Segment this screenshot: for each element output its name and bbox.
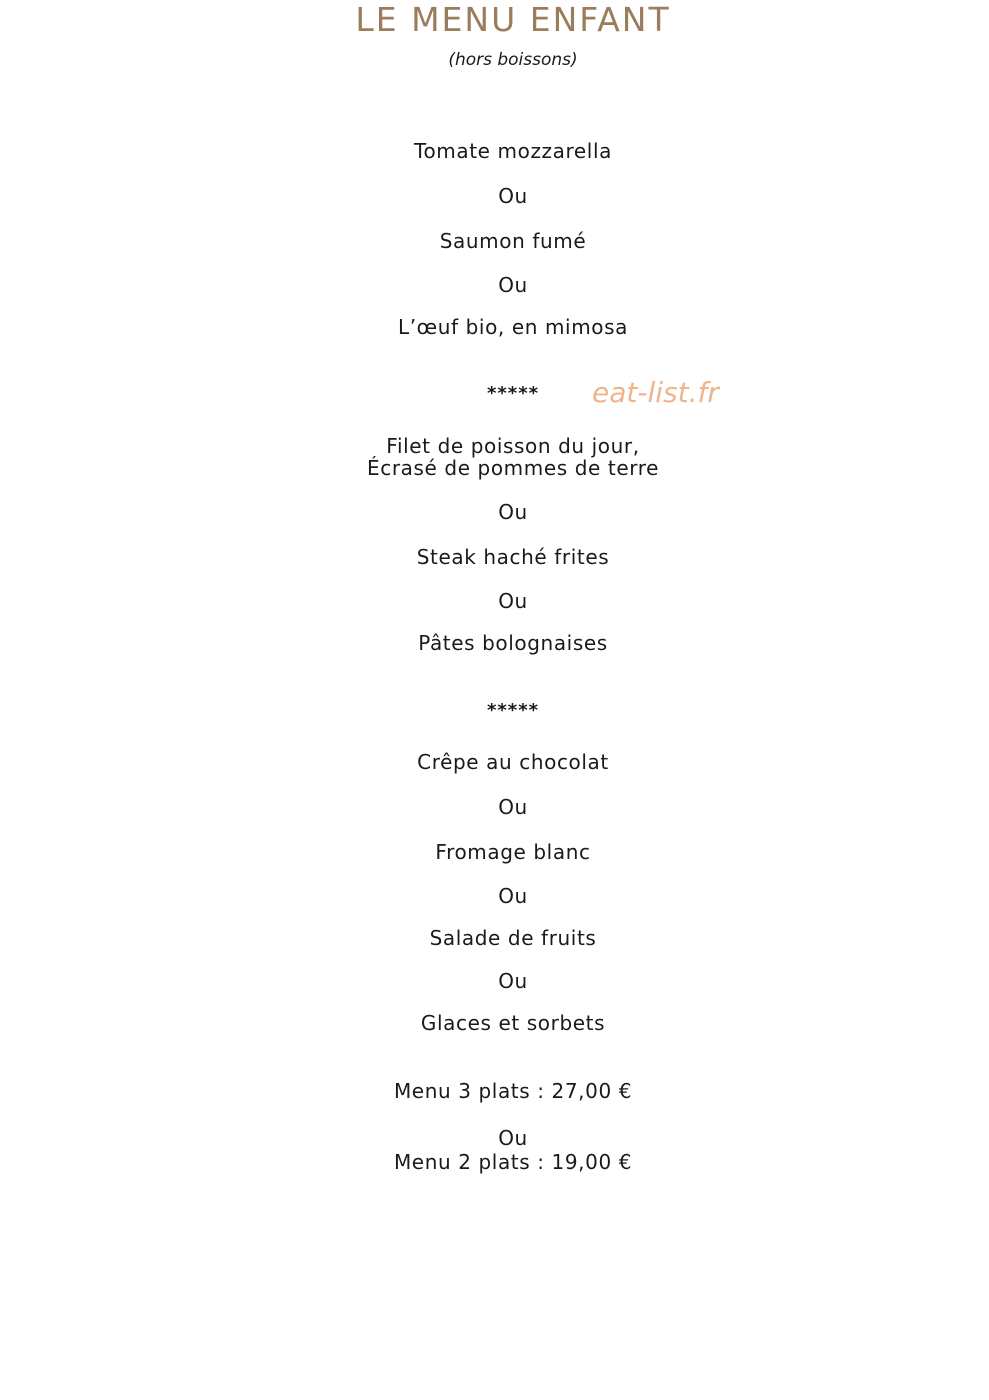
page-subtitle: (hors boissons) xyxy=(448,50,578,70)
watermark: eat-list.fr xyxy=(592,376,719,409)
starter-item: L’œuf bio, en mimosa xyxy=(397,315,628,339)
page-title: LE MENU ENFANT xyxy=(355,0,671,39)
dessert-item: Salade de fruits xyxy=(429,926,597,950)
main-item: Pâtes bolognaises xyxy=(418,631,608,655)
price-menu-2: Menu 2 plats : 19,00 € xyxy=(393,1150,633,1174)
or-separator: Ou xyxy=(498,273,528,297)
dessert-item: Glaces et sorbets xyxy=(420,1011,606,1035)
dessert-item: Fromage blanc xyxy=(435,840,591,864)
or-separator: Ou xyxy=(498,1126,528,1150)
or-separator: Ou xyxy=(498,184,528,208)
starter-item: Tomate mozzarella xyxy=(414,139,612,163)
or-separator: Ou xyxy=(498,795,528,819)
dessert-item: Crêpe au chocolat xyxy=(417,750,609,774)
or-separator: Ou xyxy=(498,589,528,613)
main-item-line: Filet de poisson du jour, xyxy=(386,434,640,458)
or-separator: Ou xyxy=(498,500,528,524)
starter-item: Saumon fumé xyxy=(439,229,587,253)
main-item: Steak haché frites xyxy=(416,545,610,569)
price-menu-3: Menu 3 plats : 27,00 € xyxy=(393,1079,633,1103)
or-separator: Ou xyxy=(498,884,528,908)
course-separator: ***** xyxy=(486,700,540,721)
or-separator: Ou xyxy=(498,969,528,993)
course-separator: ***** xyxy=(486,383,540,404)
main-item-line: Écrasé de pommes de terre xyxy=(367,456,659,480)
